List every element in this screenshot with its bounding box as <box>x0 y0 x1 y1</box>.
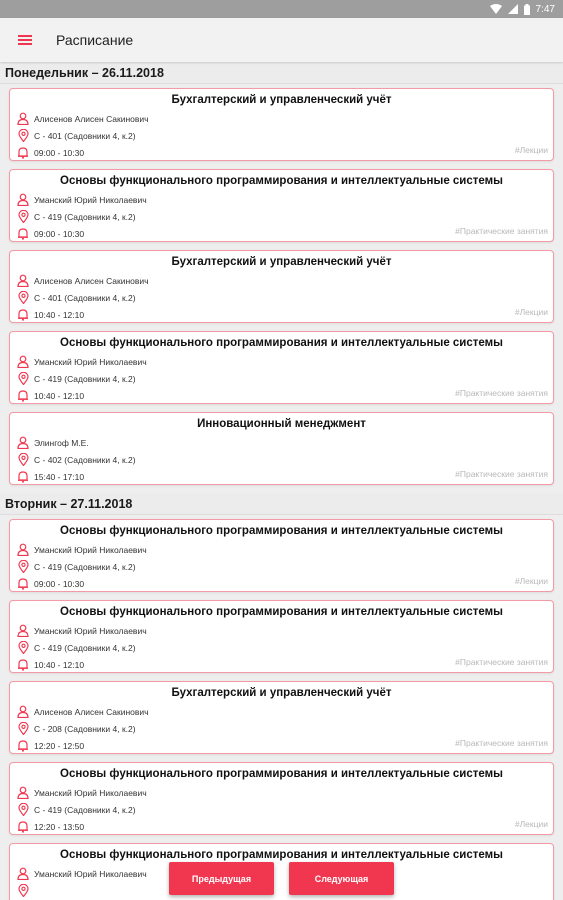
hamburger-menu-icon <box>18 34 32 46</box>
teacher-row <box>16 622 547 639</box>
page-title: Расписание <box>56 32 134 48</box>
lesson-type-tag: #Практические занятия <box>455 388 548 398</box>
location-pin-icon <box>16 560 30 574</box>
room-name: С - 402 (Садовники 4, к.2) <box>34 454 136 465</box>
lesson-time: 09:00 - 10:30 <box>34 228 85 239</box>
teacher-name: Алисенов Алисен Сакинович <box>34 706 149 717</box>
bell-icon <box>16 577 30 591</box>
teacher-name: Уманский Юрий Николаевич <box>34 356 147 367</box>
lesson-title: Бухгалтерский и управленческий учёт <box>171 94 392 106</box>
lesson-card[interactable] <box>9 519 554 592</box>
bell-icon <box>16 389 30 403</box>
teacher-icon <box>16 705 30 719</box>
teacher-icon <box>16 355 30 369</box>
teacher-row <box>16 703 547 720</box>
teacher-icon <box>16 543 30 557</box>
room-row <box>16 370 547 387</box>
lesson-time: 10:40 - 12:10 <box>34 309 85 320</box>
teacher-row <box>16 541 547 558</box>
lesson-card[interactable] <box>9 843 554 900</box>
lesson-type-tag: #Практические занятия <box>455 738 548 748</box>
location-pin-icon <box>16 803 30 817</box>
teacher-icon <box>16 786 30 800</box>
bell-icon <box>16 739 30 753</box>
lesson-type-tag: #Практические занятия <box>455 657 548 667</box>
room-row <box>16 289 547 306</box>
location-pin-icon <box>16 291 30 305</box>
day-header: Вторник – 27.11.2018 <box>0 493 563 515</box>
lesson-card[interactable] <box>9 88 554 161</box>
teacher-icon <box>16 112 30 126</box>
location-pin-icon <box>16 641 30 655</box>
room-row <box>16 208 547 225</box>
teacher-icon <box>16 193 30 207</box>
teacher-icon <box>16 274 30 288</box>
day-header: Понедельник – 26.11.2018 <box>0 62 563 84</box>
location-pin-icon <box>16 722 30 736</box>
teacher-icon <box>16 867 30 881</box>
room-name: С - 419 (Садовники 4, к.2) <box>34 373 136 384</box>
lesson-type-tag: #Лекции <box>514 145 548 155</box>
bell-icon <box>16 470 30 484</box>
lesson-time: 10:40 - 12:10 <box>34 659 85 670</box>
time-row <box>16 144 547 161</box>
teacher-row <box>16 434 547 451</box>
teacher-row <box>16 865 547 882</box>
bell-icon <box>16 658 30 672</box>
lesson-card[interactable] <box>9 250 554 323</box>
location-pin-icon <box>16 372 30 386</box>
lesson-time: 12:20 - 13:50 <box>34 821 85 832</box>
time-row <box>16 818 547 835</box>
lesson-type-tag: #Практические занятия <box>455 469 548 479</box>
location-pin-icon <box>16 453 30 467</box>
location-pin-icon <box>16 884 30 898</box>
teacher-name: Уманский Юрий Николаевич <box>34 194 147 205</box>
teacher-row <box>16 110 547 127</box>
room-name: С - 401 (Садовники 4, к.2) <box>34 130 136 141</box>
location-pin-icon <box>16 210 30 224</box>
teacher-row <box>16 191 547 208</box>
battery-icon <box>524 4 530 15</box>
app-bar <box>0 18 563 62</box>
lesson-title: Основы функционального программирования и интеллектуальные системы <box>60 606 503 618</box>
room-row <box>16 639 547 656</box>
room-row <box>16 882 547 899</box>
room-row <box>16 127 547 144</box>
signal-icon <box>508 4 518 14</box>
teacher-name: Уманский Юрий Николаевич <box>34 625 147 636</box>
teacher-icon <box>16 436 30 450</box>
lesson-type-tag: #Практические занятия <box>455 226 548 236</box>
lesson-card[interactable] <box>9 331 554 404</box>
bell-icon <box>16 820 30 834</box>
lesson-title: Основы функционального программирования и интеллектуальные системы <box>60 849 503 861</box>
room-row <box>16 801 547 818</box>
lesson-title: Основы функционального программирования и интеллектуальные системы <box>60 337 503 349</box>
lesson-time: 12:20 - 12:50 <box>34 740 85 751</box>
lesson-title: Основы функционального программирования и интеллектуальные системы <box>60 175 503 187</box>
teacher-icon <box>16 624 30 638</box>
lesson-type-tag: #Лекции <box>514 819 548 829</box>
room-name: С - 208 (Садовники 4, к.2) <box>34 723 136 734</box>
wifi-icon <box>490 4 502 14</box>
time-row <box>16 306 547 323</box>
lesson-time: 09:00 - 10:30 <box>34 147 85 158</box>
menu-button[interactable] <box>0 18 50 62</box>
bell-icon <box>16 227 30 241</box>
lesson-title: Инновационный менеджмент <box>197 418 366 430</box>
teacher-name: Элингоф М.Е. <box>34 437 89 448</box>
lesson-card[interactable] <box>9 600 554 673</box>
lesson-title: Основы функционального программирования и интеллектуальные системы <box>60 525 503 537</box>
lesson-title: Бухгалтерский и управленческий учёт <box>171 687 392 699</box>
room-name: С - 419 (Садовники 4, к.2) <box>34 561 136 572</box>
time-row <box>16 575 547 592</box>
teacher-row <box>16 784 547 801</box>
room-row <box>16 451 547 468</box>
teacher-row <box>16 272 547 289</box>
teacher-name: Алисенов Алисен Сакинович <box>34 275 149 286</box>
lesson-card[interactable] <box>9 412 554 485</box>
lesson-time: 10:40 - 12:10 <box>34 390 85 401</box>
lesson-title: Основы функционального программирования и интеллектуальные системы <box>60 768 503 780</box>
room-name: С - 419 (Садовники 4, к.2) <box>34 642 136 653</box>
teacher-name: Алисенов Алисен Сакинович <box>34 113 149 124</box>
previous-week-button[interactable]: Предыдущая <box>169 862 274 895</box>
lesson-card[interactable] <box>9 681 554 754</box>
room-name: С - 419 (Садовники 4, к.2) <box>34 211 136 222</box>
room-name: С - 419 (Садовники 4, к.2) <box>34 804 136 815</box>
status-bar <box>0 0 563 18</box>
room-name: С - 401 (Садовники 4, к.2) <box>34 292 136 303</box>
teacher-name: Уманский Юрий Николаевич <box>34 544 147 555</box>
lesson-time: 15:40 - 17:10 <box>34 471 85 482</box>
location-pin-icon <box>16 129 30 143</box>
bell-icon <box>16 308 30 322</box>
bell-icon <box>16 146 30 160</box>
next-week-button[interactable]: Следующая <box>289 862 394 895</box>
lesson-card[interactable] <box>9 169 554 242</box>
teacher-name: Уманский Юрий Николаевич <box>34 787 147 798</box>
lesson-type-tag: #Лекции <box>514 307 548 317</box>
teacher-name: Уманский Юрий Николаевич <box>34 868 147 879</box>
schedule-list[interactable] <box>0 62 563 900</box>
room-row <box>16 558 547 575</box>
status-time: 7:47 <box>535 3 555 15</box>
lesson-type-tag: #Лекции <box>514 576 548 586</box>
teacher-row <box>16 353 547 370</box>
lesson-title: Бухгалтерский и управленческий учёт <box>171 256 392 268</box>
room-row <box>16 720 547 737</box>
lesson-time: 09:00 - 10:30 <box>34 578 85 589</box>
lesson-card[interactable] <box>9 762 554 835</box>
